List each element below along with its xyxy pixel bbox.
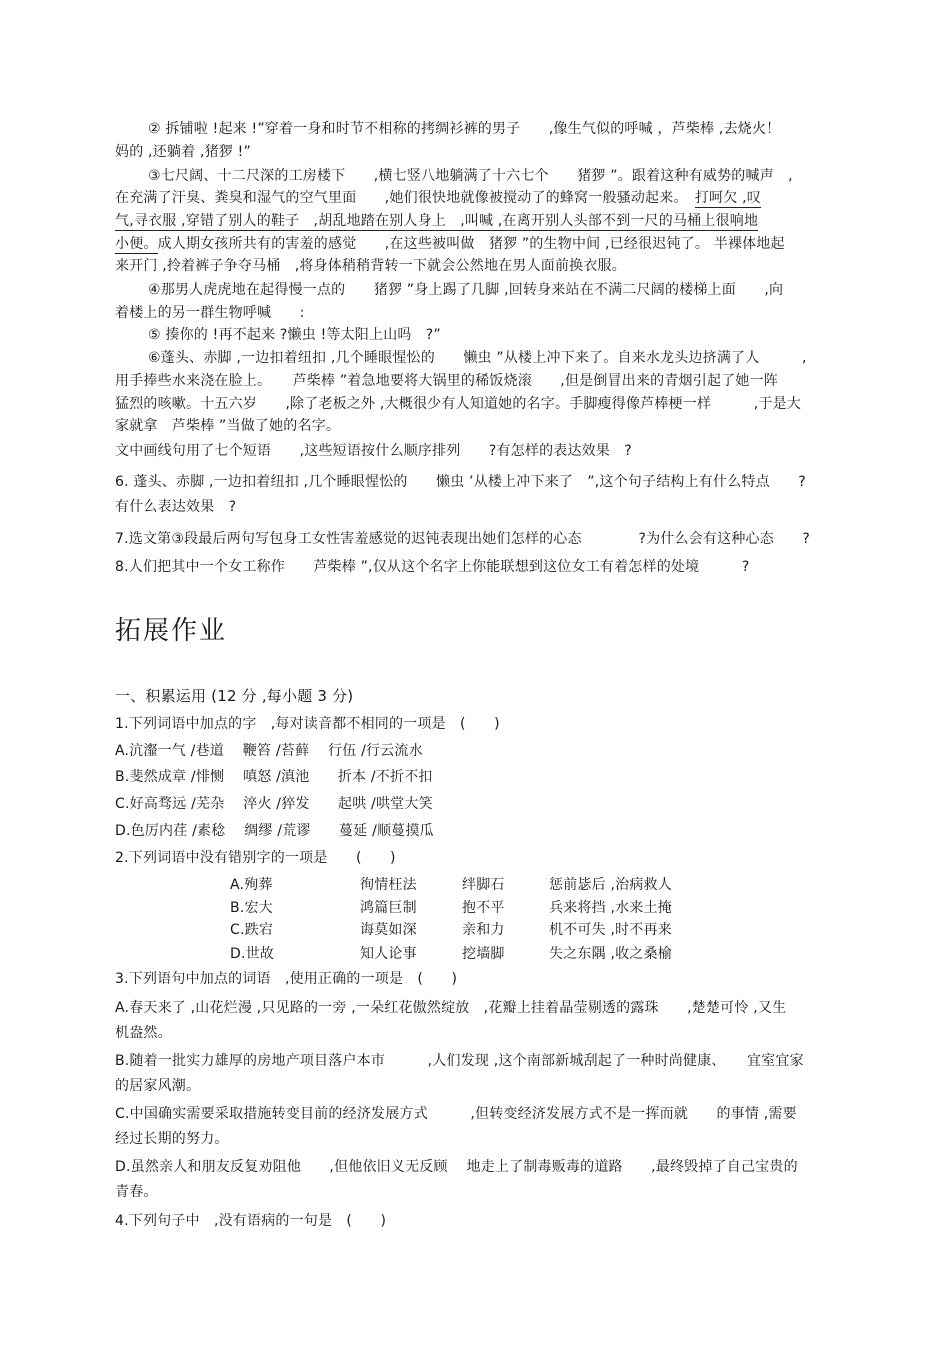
passage-p2-line2: 妈的 ,还躺着 ,猪猡 !” (115, 144, 251, 160)
passage-p4-line2: 着楼上的另一群生物呼喊 : (115, 305, 305, 321)
q4-stem: 4.下列句子中 ,没有语病的一句是 ( ) (115, 1213, 387, 1229)
passage-p3-line2 (115, 188, 835, 208)
q2-cell: A.殉葬 (230, 877, 273, 893)
passage-p3-line4-text: 成人期女孩所共有的害羞的感觉 ,在这些被叫做 猪猡 ”的生物中间 ,已经很迟钝了。 半裸体地起 (157, 236, 785, 252)
q1-option-a: A.沆瀣一气 /巷道 鞭笞 /苔藓 行伍 /行云流水 (115, 743, 423, 759)
q3-option-b-line2: 的居家风潮。 (115, 1078, 201, 1094)
q2-cell: 亲和力 (462, 922, 505, 938)
passage-p6-line3: 猛烈的咳嗽。十五六岁 ,除了老板之外 ,大概很少有人知道她的名字。手脚瘦得像芦棒梗一样 ,于是大 (115, 396, 801, 412)
q1-option-b: B.斐然成章 /悱恻 嗔怒 /滇池 折本 /不折不扣 (115, 769, 433, 785)
q2-cell: 挖墙脚 (462, 946, 505, 962)
question-5: 文中画线句用了七个短语 ,这些短语按什么顺序排列 ?有怎样的表达效果 ? (115, 443, 632, 459)
question-8: 8.人们把其中一个女工称作 芦柴棒 ”,仅从这个名字上你能联想到这位女工有着怎样的处境 ? (115, 559, 750, 575)
q2-cell: 绊脚石 (462, 877, 505, 893)
section-title: 拓展作业 (115, 616, 228, 646)
q2-stem: 2.下列词语中没有错别字的一项是 ( ) (115, 850, 396, 866)
passage-p3-line3 (115, 211, 835, 231)
q2-cell: 诲莫如深 (360, 922, 417, 938)
question-7: 7.选文第③段最后两句写包身工女性害羞感觉的迟钝表现出她们怎样的心态 ?为什么会有这种心态 ? (115, 531, 810, 547)
q3-stem: 3.下列语句中加点的词语 ,使用正确的一项是 ( ) (115, 971, 458, 987)
q3-option-c-line1: C.中国确实需要采取措施转变目前的经济发展方式 ,但转变经济发展方式不是一挥而就 的事情 ,需要 (115, 1106, 797, 1122)
q2-cell: 机不可失 ,时不再来 (549, 922, 672, 938)
passage-p3-line2-text: 在充满了汗臭、粪臭和湿气的空气里面 ,她们很快地就像被搅动了的蜂窝一般骚动起来。 (115, 190, 695, 206)
q2-cell: 知人论事 (360, 946, 417, 962)
q2-cell: 兵来将挡 ,水来土掩 (549, 900, 672, 916)
q3-option-d-line1: D.虽然亲人和朋友反复劝阻他 ,但他依旧义无反顾 地走上了制毒贩毒的道路 ,最终毁掉了自己宝贵的 (115, 1159, 798, 1175)
q3-option-c-line2: 经过长期的努力。 (115, 1131, 229, 1147)
question-6-line2: 有什么表达效果 ? (115, 499, 237, 515)
passage-p6-line1: ⑥蓬头、赤脚 ,一边扣着纽扣 ,几个睡眼惺忪的 懒虫 ”从楼上冲下来了。自来水龙头边挤满了人 , (148, 350, 807, 366)
passage-p4-line1: ④那男人虎虎地在起得慢一点的 猪猡 ”身上踢了几脚 ,回转身来站在不满二尺阔的楼梯上面 ,向 (148, 282, 784, 298)
q2-cell: 失之东隅 ,收之桑榆 (549, 946, 672, 962)
passage-p3-line5: 来开门 ,拎着裤子争夺马桶 ,将身体稍稍背转一下就会公然地在男人面前换衣服。 (115, 258, 626, 274)
part1-title: 一、积累运用 (12 分 ,每小题 3 分) (115, 687, 354, 705)
q2-cell: B.宏大 (230, 900, 273, 916)
q1-option-c: C.好高骛远 /芜杂 淬火 /猝发 起哄 /哄堂大笑 (115, 796, 433, 812)
q2-cell: D.世故 (230, 946, 275, 962)
q1-stem: 1.下列词语中加点的字 ,每对读音都不相同的一项是 ( ) (115, 716, 500, 732)
q3-option-a-line1: A.春天来了 ,山花烂漫 ,只见路的一旁 ,一朵红花傲然绽放 ,花瓣上挂着晶莹剔透的露珠 ,楚楚可怜 ,又生 (115, 1000, 787, 1016)
passage-p6-line4: 家就拿 芦柴棒 ”当做了她的名字。 (115, 418, 341, 434)
q3-option-a-line2: 机盎然。 (115, 1025, 172, 1041)
q1-option-d: D.色厉内荏 /素稔 绸缪 /荒谬 蔓延 /顺蔓摸瓜 (115, 823, 434, 839)
question-6-line1: 6. 蓬头、赤脚 ,一边扣着纽扣 ,几个睡眼惺忪的 懒虫 ’从楼上冲下来了 ”,这个句子结构上有什么特点 ? (115, 474, 806, 490)
q2-cell: 抱不平 (462, 900, 505, 916)
underlined-phrase: 小便。 (115, 236, 158, 252)
underlined-phrase: 气,寻衣服 ,穿错了别人的鞋子 ,胡乱地踏在别人身上 ,叫喊 ,在离开别人头部不到一尺的马桶上很响地 (115, 213, 759, 229)
passage-p3-line4 (115, 234, 835, 254)
underlined-phrase: 打呵欠 ,叹 (694, 190, 761, 206)
passage-p5-line1: ⑤ 揍你的 !再不起来 ?懒虫 !等太阳上山吗 ?” (148, 327, 441, 343)
passage-p6-line2: 用手捧些水来浇在脸上。 芦柴棒 ”着急地要将大锅里的稀饭烧滚 ,但是倒冒出来的青烟引起了她一阵 (115, 373, 778, 389)
q2-cell: C.跌宕 (230, 922, 274, 938)
passage-p3-line1: ③七尺阔、十二尺深的工房楼下 ,横七竖八地躺满了十六七个 猪猡 ”。跟着这种有威势的喊声 , (148, 168, 793, 184)
q2-cell: 惩前毖后 ,治病救人 (549, 877, 672, 893)
q3-option-d-line2: 青春。 (115, 1184, 158, 1200)
q2-cell: 鸿篇巨制 (360, 900, 417, 916)
passage-p2-line1: ② 拆铺啦 !起来 !”穿着一身和时节不相称的拷绸衫裤的男子 ,像生气似的呼喊 ，芦柴棒 ,去烧火！ (148, 121, 781, 137)
q3-option-b-line1: B.随着一批实力雄厚的房地产项目落户本市 ,人们发现 ,这个南部新城刮起了一种时尚健康、 宜室宜家 (115, 1053, 804, 1069)
q2-cell: 徇情枉法 (360, 877, 417, 893)
